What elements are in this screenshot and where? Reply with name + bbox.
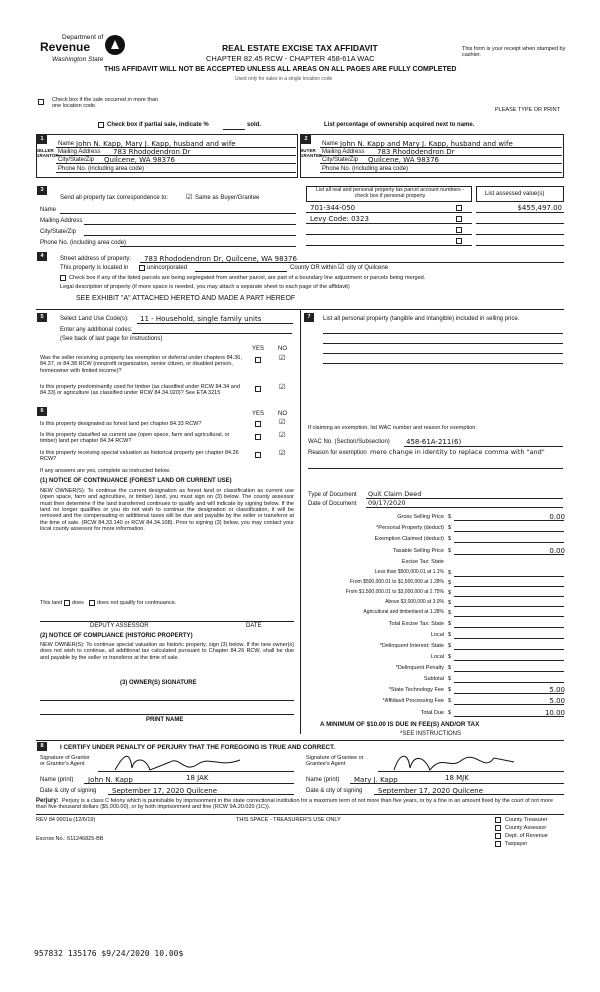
same-as-buyer-checkbox[interactable]: ☑ [186,194,193,201]
dist-taxpayer: Taxpayer [505,841,528,847]
grantee-date: September 17, 2020 Quilcene [378,787,484,795]
assessed-header: List assessed value(s) [485,191,545,197]
excise-label: Excise Tax: State [401,559,444,565]
taxable-dollar: $ [448,548,452,554]
bracket-2: From $500,000.01 to $1,500,000 at 1.28% [350,579,444,585]
tech-fee-label: *State Technology Fee [388,687,444,693]
buyer-city-label: City/State/Zip [322,157,359,163]
perjury-label: Perjury: [36,798,59,804]
exemption-intro: If claiming an exemption, list WAC number and reason for exemption: [308,425,477,431]
section-number-8: 8 [37,742,47,751]
partial-sale-checkbox[interactable] [98,122,104,128]
seller-city: Quilcene, WA 98376 [104,156,176,164]
taxable-label: Taxable Selling Price [392,548,444,554]
multi-location-checkbox[interactable] [38,99,44,105]
agency-line2: Washington State [52,56,104,63]
affidavit-fee-value: 5.00 [549,697,565,705]
buyer-name: John N. Kapp and Mary J. Kapp, husband and wife [340,140,513,148]
ownership-note: List percentage of ownership acquired next to name. [324,122,475,128]
legal-description: SEE EXHIBIT "A" ATTACHED HERETO AND MADE A PART HEREOF [76,295,296,302]
date-label: DATE [246,623,262,629]
levy-code: Levy Code: 0323 [310,215,369,223]
total-due-value: 10.00 [544,709,565,717]
grantee-initials: 18 MJK [445,774,469,782]
section-number-1: 1 [37,135,47,144]
question-3: Is this property designated as forest land per chapter 84.33 RCW? [40,421,202,427]
doc-type: Quit Claim Deed [368,490,422,498]
question-4: Is this property classified as current use (open space, farm and agricultural, or timber) land per chapter 84.34 RCW? [40,432,230,445]
continuance-title: (1) NOTICE OF CONTINUANCE (FOREST LAND OR CURRENT USE) [40,478,232,484]
grantor-date-label: Date & city of signing [40,788,97,794]
personal-property-label: List all personal property (tangible and intangible) included in selling price. [323,316,520,322]
question-2: Is this property predominantly used for timber (as classified under RCW 84.34 and 84.33) or agriculture (as classified under RCW 84.34.020)? See ETA 3215 [40,384,240,397]
partial-sale-label: Check box if partial sale, indicate % [107,122,209,128]
local2-dollar: $ [448,654,452,660]
yes-header-2: YES [252,411,265,417]
rev-number: REV 84 0001a (12/6/19) [36,817,96,823]
section-number-2: 2 [301,135,311,144]
agency-line1: Department of [62,34,104,41]
seller-city-label: City/State/Zip [58,157,95,163]
print-name-label: PRINT NAME [146,717,184,723]
corr-name-label: Name [40,207,57,213]
parcel-personal-checkbox-1[interactable] [456,205,462,211]
see-instructions: *SEE INSTRUCTIONS [400,731,462,737]
grantor-name-label: Name (print) [40,777,74,783]
escrow-number: Escrow No.: 611246825-BB [36,836,104,842]
owner-signature-label: (3) OWNER(S) SIGNATURE [120,680,197,686]
bracket-3: From $1,500,000.01 to $3,000,000 at 2.75% [345,589,444,595]
street-address: 783 Rhododendron Dr, Quilcene, WA 98376 [144,255,297,263]
wac-label: WAC No. (Section/Subsection) [308,439,390,445]
form-chapter: CHAPTER 82.45 RCW - CHAPTER 458-61A WAC [206,54,375,63]
parcel-header: List all real and personal property tax parcel account numbers - check box if personal property [315,187,465,200]
q4-yes-checkbox[interactable] [255,434,261,440]
affidavit-fee-label: *Affidavit Processing Fee [382,698,444,704]
multi-location-label: Check box if the sale occurred in more than one location code. [52,97,159,110]
local2-label: Local [430,654,444,660]
q1-yes-checkbox[interactable] [255,357,261,363]
buyer-address: 783 Rhododendron Dr [377,148,455,156]
local-label: Local [430,632,444,638]
additional-codes-label: Enter any additional codes: [60,327,133,333]
personal-dollar: $ [448,525,452,531]
dist-assessor-checkbox[interactable] [495,825,501,831]
question-5: Is this property receiving special valuation as historical property per chapter 84.26 RCW? [40,450,239,463]
grantor-date: September 17, 2020 Quilcene [112,787,218,795]
land-use-label: Select Land Use Code(s): [60,316,129,322]
seller-name-label: Name [58,141,75,147]
affidavit-fee-dollar: $ [448,698,452,704]
grantor-name: John N. Kapp [88,776,133,784]
within-city-checkbox[interactable]: ☑ [338,264,345,271]
bracket-2-dollar: $ [448,580,452,586]
see-back: (See back of last page for instructions) [60,336,163,342]
perjury-text: Perjury is a class C felony which is punishable by imprisonment in the state correctional institution for a maximum term of not more than five years, or by a fine in an amount fixed by the court of not more than five thousand dollars ($5,000.00), or by both imprisonment and fine (RCW 9A.20.020 (1C)). [36,798,553,811]
buyer-tag: BUYER GRANTEE [300,148,323,159]
corr-address-label: Mailing Address [40,218,83,224]
total-due-label: Total Due [420,710,444,716]
parcel-personal-checkbox-4[interactable] [456,238,462,244]
q1-no-checkbox[interactable]: ☑ [279,355,286,362]
tech-fee-value: 5.00 [549,686,565,694]
buyer-name-label: Name [322,141,339,147]
compliance-title: (2) NOTICE OF COMPLIANCE (HISTORIC PROPERTY) [40,633,193,639]
legal-label: Legal description of property (if more space is needed, you may attach a separate sheet to each page of the affidavit) [60,284,350,290]
compliance-text: NEW OWNER(S): To continue special valuation as historic property, sign (3) below. If the new owner(s) does not wish to continue, all additional tax calculated pursuant to Chapter 84.26 RCW, shall be due and payable by the seller or transferor at the time of sale. [40,642,294,661]
exemption-dollar: $ [448,536,452,542]
total-state-dollar: $ [448,621,452,627]
q2-yes-checkbox[interactable] [255,386,261,392]
bracket-5: Agricultural and timberland at 1.28% [363,609,444,615]
form-title: REAL ESTATE EXCISE TAX AFFIDAVIT [222,43,378,53]
q3-yes-checkbox[interactable] [255,421,261,427]
agency-logo-text: Revenue [40,40,91,54]
wac-number: 458-61A-211(6) [406,438,462,446]
minimum-note: A MINIMUM OF $10.00 IS DUE IN FEE(S) AND/OR TAX [320,721,480,728]
subtotal-label: Subtotal [423,676,444,682]
exemption-reason: mere change in identity to replace comma with "and" [370,448,545,456]
exemption-claimed-label: Exemption Claimed (deduct) [374,536,444,542]
grantee-name: Mary J. Kapp [354,776,398,784]
buyer-city: Quilcene, WA 98376 [368,156,440,164]
doc-date-label: Date of Document [308,501,357,507]
yes-header-1: YES [252,346,265,352]
dist-treasurer-checkbox[interactable] [495,817,501,823]
delinquent-penalty-label: *Delinquent Penalty [395,665,444,671]
total-state-label: Total Excise Tax: State [388,621,444,627]
buyer-address-label: Mailing Address [322,149,365,155]
question-1: Was the seller receiving a property tax exemption or deferral under chapters 84.36, 84.37, or 84.38 RCW (nonprofit organization, senior citizen, or disabled person, homeowner with limited income)? [40,355,242,374]
no-header-2: NO [278,411,287,417]
tech-fee-dollar: $ [448,687,452,693]
bracket-4: Above $3,000,000 at 3.0% [385,599,444,605]
grantee-name-label: Name (print) [306,777,340,783]
seller-tag: SELLER GRANTOR [36,148,59,159]
gross-label: Gross Selling Price [397,514,444,520]
delinquent-penalty-dollar: $ [448,665,452,671]
grantor-initials: 18 JAK [186,774,209,782]
grantee-date-label: Date & city of signing [306,788,363,794]
seller-address: 783 Rhododendron Dr [113,148,191,156]
section-number-3: 3 [37,186,47,195]
warning-line: THIS AFFIDAVIT WILL NOT BE ACCEPTED UNLESS ALL AREAS ON ALL PAGES ARE FULLY COMPLETED [104,66,457,73]
q4-no-checkbox[interactable]: ☑ [279,432,286,439]
street-label: Street address of property: [60,256,132,262]
land-use-value: 11 - Household, single family units [140,315,262,323]
doc-type-label: Type of Document [308,492,357,498]
parcel-personal-checkbox-3[interactable] [456,227,462,233]
corr-city-label: City/State/Zip [40,229,77,235]
q2-no-checkbox[interactable]: ☑ [279,384,286,391]
corr-phone-label: Phone No. (including area code) [40,240,127,246]
does-checkbox[interactable] [64,600,70,606]
certify-title: I CERTIFY UNDER PENALTY OF PERJURY THAT THE FOREGOING IS TRUE AND CORRECT. [60,744,335,751]
q5-yes-checkbox[interactable] [255,452,261,458]
gross-value: 0.00 [549,513,565,521]
qualify-prefix: This land [40,600,63,606]
unincorporated-checkbox[interactable] [139,265,145,271]
local-dollar: $ [448,632,452,638]
segregated-label: Check box if any of the listed parcels are being segregated from another parcel, are part of a boundary line adjustment or parcels being merged. [69,275,426,281]
location-note: Used only for sales in a single location code [235,76,333,82]
parcel-number-1: 701-344-050 [310,204,356,212]
q5-no-checkbox[interactable]: ☑ [279,450,286,457]
deputy-assessor-label: DEPUTY ASSESSOR [90,623,149,629]
same-as-buyer-label: Same as Buyer/Grantee [195,195,260,201]
type-or-print: PLEASE TYPE OR PRINT [495,107,561,113]
bracket-5-dollar: $ [448,610,452,616]
assessed-value-1: $455,497.00 [517,204,562,212]
exemption-reason-label: Reason for exemption [308,450,367,456]
treasurer-space: THIS SPACE - TREASURER'S USE ONLY [236,817,341,823]
subtotal-dollar: $ [448,676,452,682]
seller-name: John N. Kapp, Mary J. Kapp, husband and wife [76,140,236,148]
correspondence-label: Send all property tax correspondence to: [60,195,169,201]
partial-sold: sold. [247,122,262,128]
county-or-within: County OR within [290,265,337,271]
does-not-checkbox[interactable] [89,600,95,606]
no-header-1: NO [278,346,287,352]
if-yes-note: If any answers are yes, complete as instructed below. [40,468,171,474]
personal-label: *Personal Property (deduct) [376,525,444,531]
total-due-dollar: $ [448,710,452,716]
dist-revenue-checkbox[interactable] [495,833,501,839]
section-number-4: 4 [37,252,47,261]
revenue-logo-icon [104,34,126,56]
dist-revenue: Dept. of Revenue [505,833,548,839]
cashier-stamp: 957832 135176 $9/24/2020 10.00$ [34,949,184,958]
gross-dollar: $ [448,514,452,520]
does-label: does [72,600,84,606]
bracket-1-dollar: $ [448,570,452,576]
grantor-sig-label: Signature of Grantor or Grantor's Agent [40,755,90,768]
seller-address-label: Mailing Address [58,149,101,155]
doc-date: 09/17/2020 [368,499,406,507]
parcel-personal-checkbox-2[interactable] [456,216,462,222]
located-prefix: This property is located in [60,265,129,271]
receipt-note: This form is your receipt when stamped by cashier. [462,46,566,59]
dist-treasurer: County Treasurer [505,817,548,823]
delinquent-interest-dollar: $ [448,643,452,649]
does-not-label: does not qualify for continuance. [97,600,177,606]
dist-assessor: County Assessor [505,825,547,831]
city-of-label: city of Quilcene [347,265,389,271]
section-number-6: 6 [37,407,47,416]
section-number-5: 5 [37,313,47,322]
taxable-value: 0.00 [549,547,565,555]
q3-no-checkbox[interactable]: ☑ [279,419,286,426]
continuance-text: NEW OWNER(S): To continue the current designation as forest land or classification as current use (open space, farm and agriculture, or timber) land, you must sign on (3) below. The county assessor must then determine if the land transferred continues to qualify and will indicate by signing below. If the land no longer qualifies or you do not wish to continue the designation or classification, it will be removed and the compensating or additional taxes will be due and payable by the seller or transferor at the time of sale. (RCW 84.33.140 or RCW 84.34.108). Prior to signing (3) below, you may contact your local county assessor for more information. [40,488,294,532]
bracket-1: Less than $500,000.01 at 1.1% [374,569,444,575]
delinquent-interest-label: *Delinquent Interest: State [379,643,444,649]
unincorporated-label: unincorporated [147,265,188,271]
grantor-signature [110,750,260,776]
dist-taxpayer-checkbox[interactable] [495,841,501,847]
bracket-3-dollar: $ [448,590,452,596]
seller-phone-label: Phone No. (including area code) [58,166,145,172]
segregated-checkbox[interactable] [60,275,66,281]
bracket-4-dollar: $ [448,600,452,606]
grantee-sig-label: Signature of Grantee or Grantee's Agent [306,755,364,768]
section-number-7: 7 [304,313,314,322]
buyer-phone-label: Phone No. (including area code) [322,166,409,172]
